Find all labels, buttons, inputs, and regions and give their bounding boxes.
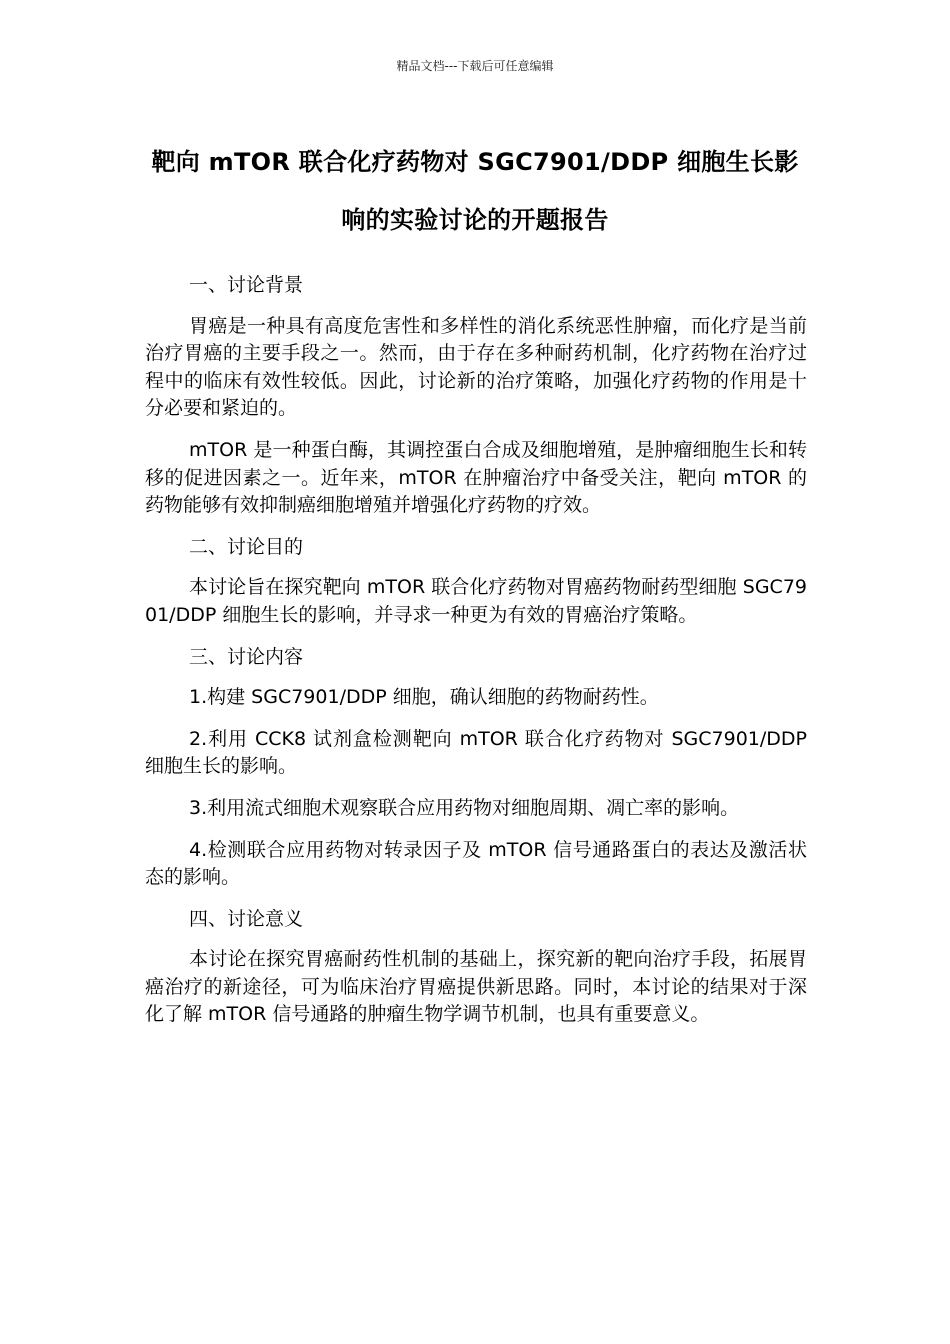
section-heading-background: 一、讨论背景 [189, 274, 304, 296]
section-heading-purpose: 二、讨论目的 [189, 535, 304, 558]
section-heading-content: 三、讨论内容 [189, 645, 304, 668]
section-heading-significance: 四、讨论意义 [189, 907, 304, 930]
document-title: 靶向 mTOR 联合化疗药物对 SGC7901/DDP 细胞生长影响的实验讨论的开题报告 [151, 148, 799, 234]
background-paragraph-2: mTOR 是一种蛋白酶，其调控蛋白合成及细胞增殖，是肿瘤细胞生长和转移的促进因素之一。近年来，mTOR 在肿瘤治疗中备受关注，靶向 mTOR 的药物能够有效抑制癌细胞增殖并增强化疗药物的疗效。 [145, 438, 807, 517]
document-body [145, 272, 807, 1043]
content-item-3: 3.利用流式细胞术观察联合应用药物对细胞周期、凋亡率的影响。 [189, 796, 740, 819]
content-item-4: 4.检测联合应用药物对转录因子及 mTOR 信号通路蛋白的表达及激活状态的影响。 [145, 838, 807, 889]
background-paragraph-1: 胃癌是一种具有高度危害性和多样性的消化系统恶性肿瘤，而化疗是当前治疗胃癌的主要手段之一。然而，由于存在多种耐药机制，化疗药物在治疗过程中的临床有效性较低。因此，讨论新的治疗策略，加强化疗药物的作用是十分必要和紧迫的。 [145, 314, 807, 420]
significance-paragraph: 本讨论在探究胃癌耐药性机制的基础上，探究新的靶向治疗手段，拓展胃癌治疗的新途径，可为临床治疗胃癌提供新思路。同时，本讨论的结果对于深化了解 mTOR 信号通路的肿瘤生物学调节机制，也具有重要意义。 [145, 948, 807, 1026]
content-item-2: 2.利用 CCK8 试剂盒检测靶向 mTOR 联合化疗药物对 SGC7901/DDP 细胞生长的影响。 [145, 727, 807, 778]
purpose-paragraph: 本讨论旨在探究靶向 mTOR 联合化疗药物对胃癌药物耐药型细胞 SGC7901/DDP 细胞生长的影响，并寻求一种更为有效的胃癌治疗策略。 [145, 576, 807, 626]
page-header-note: 精品文档---下载后可任意编辑 [396, 59, 554, 73]
content-item-1: 1.构建 SGC7901/DDP 细胞，确认细胞的药物耐药性。 [189, 686, 659, 709]
